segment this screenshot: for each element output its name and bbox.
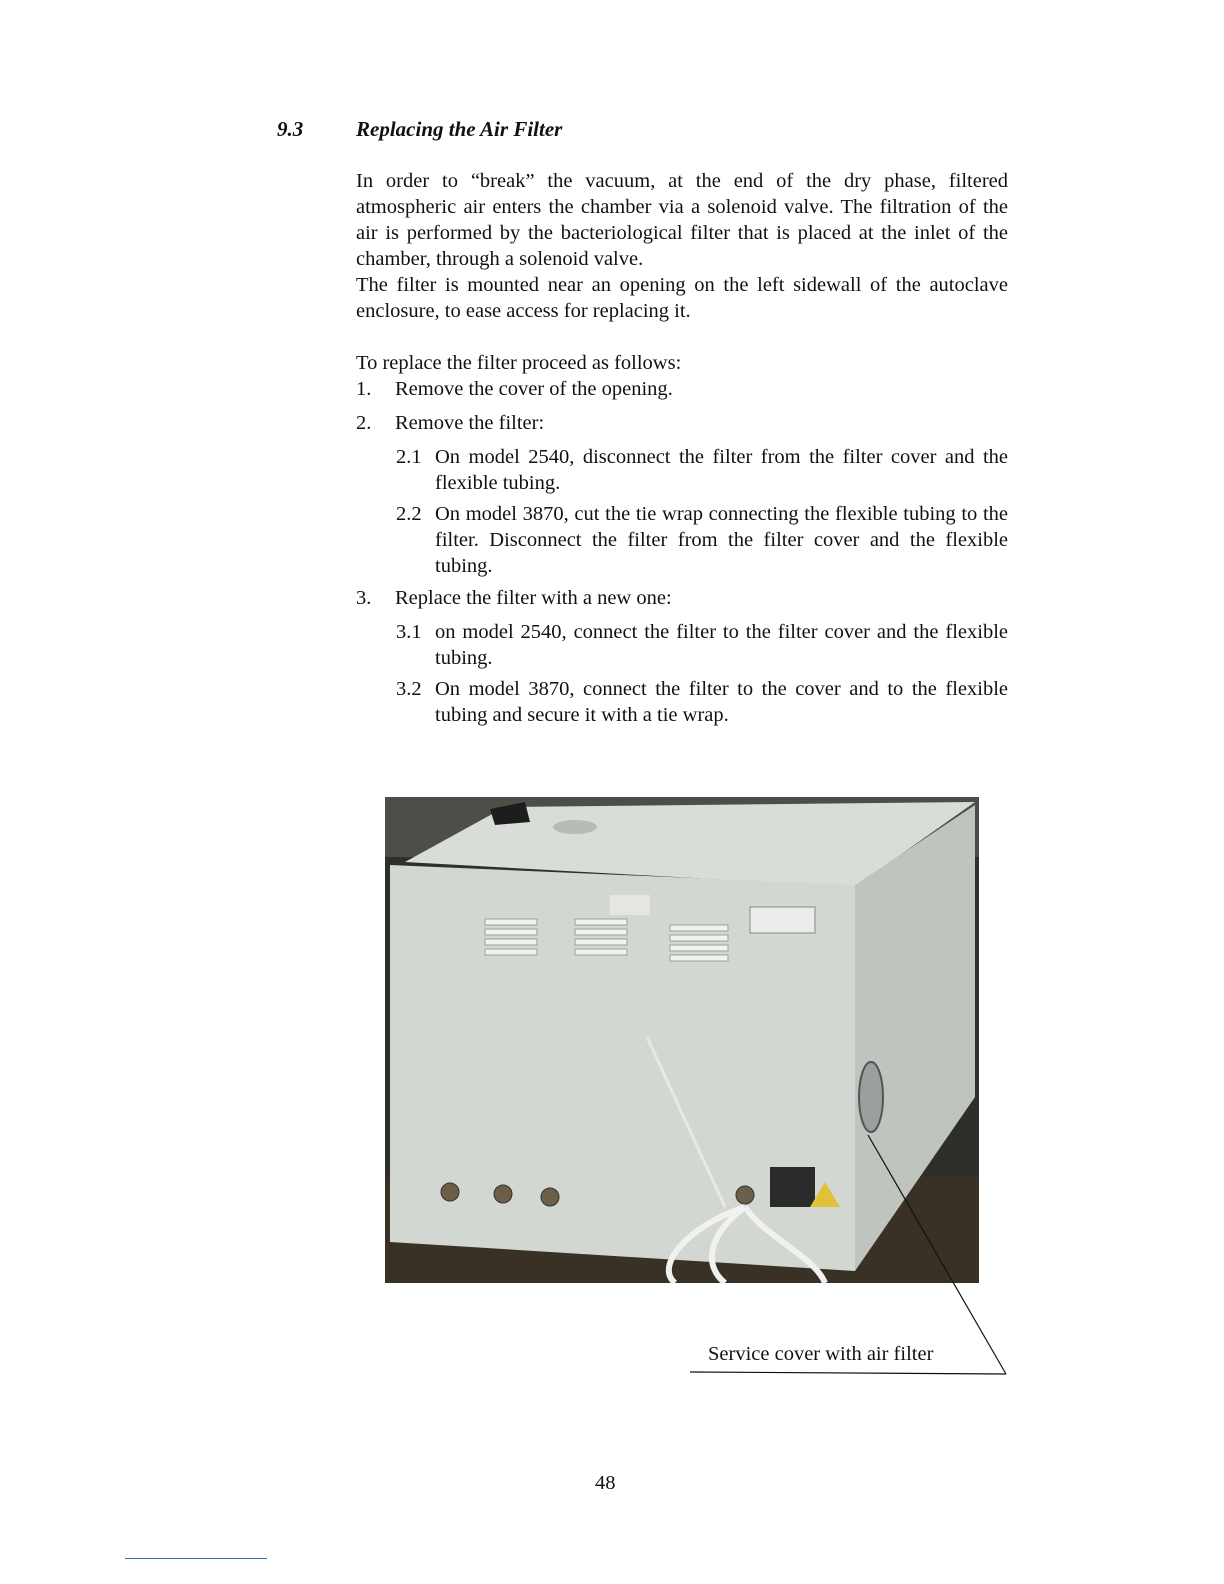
section-number: 9.3 xyxy=(277,117,304,141)
figure-caption: Service cover with air filter xyxy=(708,1343,934,1365)
step-text: On model 3870, connect the filter to the cover and to the flexible tubing and secure it with a tie wrap. xyxy=(435,678,1008,726)
page-number: 48 xyxy=(595,1472,616,1494)
step-number: 2. xyxy=(356,412,372,434)
step-number: 3. xyxy=(356,587,372,609)
leader-line xyxy=(868,1135,1006,1374)
procedure-intro: To replace the filter proceed as follows: xyxy=(356,352,682,374)
intro-text-2: The filter is mounted near an opening on the left sidewall of the autoclave enclosure, to ease access for replacing it. xyxy=(356,274,1008,322)
step-text: On model 2540, disconnect the filter from the filter cover and the flexible tubing. xyxy=(435,446,1008,494)
step-number: 3.2 xyxy=(396,678,422,700)
footnote-rule xyxy=(125,1558,267,1559)
step-text: on model 2540, connect the filter to the filter cover and the flexible tubing. xyxy=(435,621,1008,669)
section-title: Replacing the Air Filter xyxy=(356,117,563,141)
step-number: 1. xyxy=(356,378,372,400)
intro-text-1: In order to “break” the vacuum, at the end of the dry phase, filtered atmospheric air enters the chamber via a solenoid valve. The filtration of the air is performed by the bacteriological filter that is placed at the inlet of the chamber, through a solenoid valve. xyxy=(356,170,1008,270)
step-text: Remove the cover of the opening. xyxy=(395,378,673,400)
step-number: 3.1 xyxy=(396,621,422,643)
caption-underline xyxy=(690,1372,1006,1374)
step-text: On model 3870, cut the tie wrap connecting the flexible tubing to the filter. Disconnect the filter from the filter cover and the flexible tubing. xyxy=(435,503,1008,577)
step-number: 2.1 xyxy=(396,446,422,468)
step-text: Remove the filter: xyxy=(395,412,545,434)
step-text: Replace the filter with a new one: xyxy=(395,587,672,609)
step-number: 2.2 xyxy=(396,503,422,525)
